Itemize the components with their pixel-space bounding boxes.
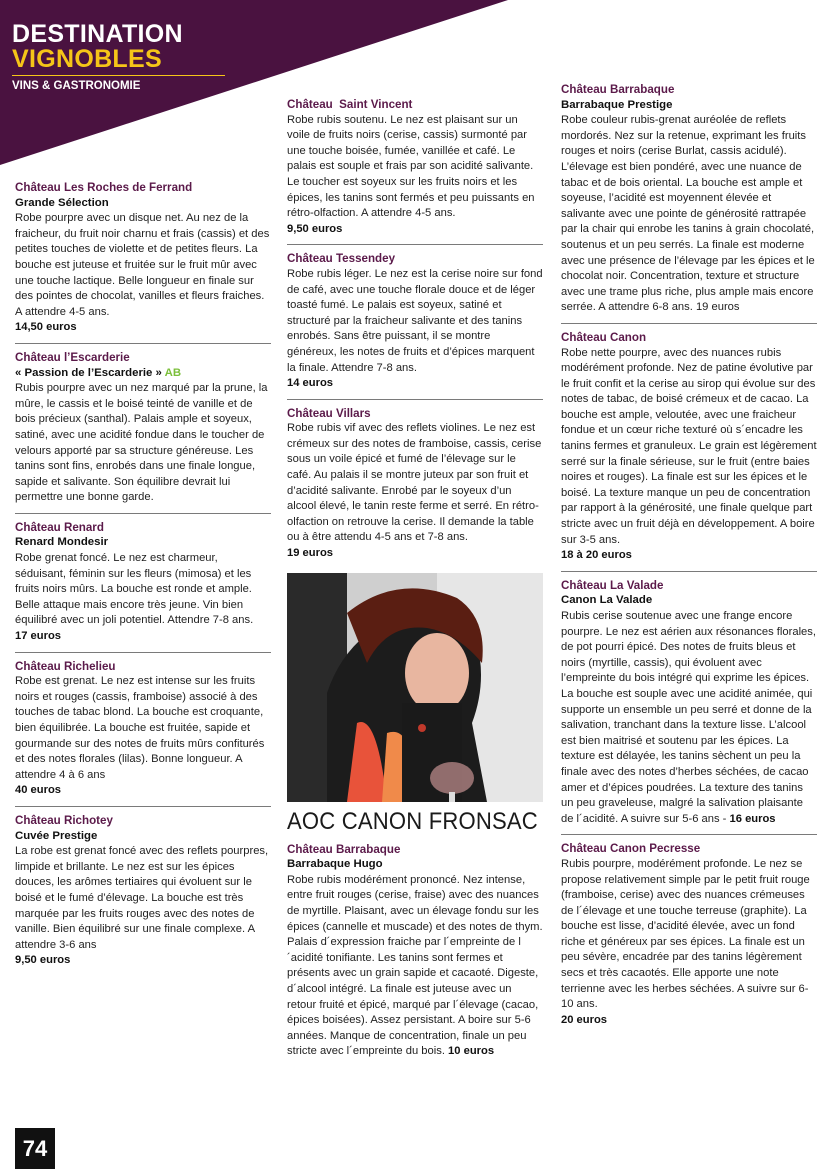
price: 14 euros xyxy=(287,377,334,390)
chateau-name: Château La Valade xyxy=(561,578,664,592)
price: 10 euros xyxy=(448,1045,495,1058)
section-title: AOC CANON FRONSAC xyxy=(287,807,538,835)
column-3 xyxy=(561,82,817,1041)
chateau-name: Château Barrabaque xyxy=(561,83,675,96)
chateau-name: Château Canon Pecresse xyxy=(561,842,701,856)
taster-photo xyxy=(287,573,543,802)
price: 9,50 euros xyxy=(287,222,343,235)
brand-rule xyxy=(12,75,225,76)
chateau-name: Château l’Escarderie xyxy=(15,350,130,364)
tasting-note: Robe grenat foncé. Le nez est charmeur, séduisant, féminin sur les fleurs (mimosa) et les fruits noirs mûrs. La bouche est ronde et ample. Belle attaque mais encore très jeune. Vin bien équilibré avec un joli potentiel. Attendre 7-8 ans. xyxy=(15,552,254,627)
tasting-note: La robe est grenat foncé avec des reflets pourpres, limpide et brillante. Le nez est sur les épices douces, les arômes tertiaires qui évoluent sur le boisé et le fumé d’élevage. La bouche est très marquée par les fruits rouges avec des notes de vanille. Bien équilibré sur une finale complexe. A attendre 3-6 ans xyxy=(15,845,269,951)
cuvee-name: Barrabaque Hugo xyxy=(287,858,383,871)
brand-logo xyxy=(12,22,225,92)
tasting-note: Robe nette pourpre, avec des nuances rubis modérément profonde. Nez de patine évolutive par le fruit confit et la cerise au sirop qui évolue sur des notes de tabac, de boisé crémeux et de cacao. La bouche est ample, veloutée, avec une fraicheur fondue et un cœur riche texturé où s´encadre les tanins fermes et granuleux. Le grain est légèrement serré sur la finale sérieuse, sur le fruit (entre baies noires et rouges). La finale est sur les épices et le boisé. La texture manque un peu de concentration par rapport à la générosité, une finale quelque part stricte avec un fruit déjà en développement. A boire sur 3-5 ans. xyxy=(561,346,817,546)
price: 16 euros xyxy=(729,812,776,825)
wine-entry xyxy=(15,350,271,514)
tasting-note: Robe est grenat. Le nez est intense sur les fruits noirs et rouges (cassis, framboise) associé à des touches de tabac blond. La bouche est croquante, bien équilibrée. La bouche est fruitée, sapide et gourmande sur des notes de fruits mûrs confiturés et des notes florales (lilas). Bonne longueur. A attendre 4 à 6 ans xyxy=(15,675,265,781)
brand-line-2: VIGNOBLES xyxy=(12,45,162,73)
tasting-note: Robe couleur rubis-grenat auréolée de reflets mordorés. Nez sur la retenue, exprimant les fruits rouges et noirs (cerise Burlat, cassis acidulé). L’élevage est bien pondéré, avec une nuance de tabac et de bois oriental. La bouche est ample et soyeuse, l’acidité est moyennent élevée et salivante avec une pointe de générosité rattrapée par la chair qui enrobe les tanins à grain chocolaté, soutenus et un peu serrés. La finale est moderne avec une présence de l’élevage par les épices et le chocolat noir. Concentration, texture et structure avec une trame plus riche, plus ample mais encore serrée. A attendre 6-8 ans. 19 euros xyxy=(561,114,815,314)
tasting-note: Robe rubis léger. Le nez est la cerise noire sur fond de café, avec une touche florale douce et de léger toasté fumé. Le palais est soyeux, satiné et structuré par la fraicheur salivante et des tanins enrobés. Sans être puissant, il se montre généreux, les notes de fruits et d’épices marquent la finale. Attendre 7-8 ans. xyxy=(287,267,543,374)
tasting-note: Robe rubis modérément prononcé. Nez intense, entre fruit rouges (cerise, fraise) avec des nuances de myrtille. Plaisant, avec un élevage fondu sur les épices (cannelle et muscade) et des notes de thym. Palais d´expression fraiche par l´empreinte de l´acidité tonifiante. Les tanins sont fermes et présents avec un grain sapide et cacaoté. Digeste, d´alcool intégré. La finale est juteuse avec un retour fruité et épicé, marqué par l´élevage (cacao, épices boisées). Assez persistant. A boire sur 5-6 années. Manque de concentration, finale un peu stricte avec l´empreinte du bois. xyxy=(287,873,543,1058)
cuvee-name: « Passion de l’Escarderie » xyxy=(15,366,162,379)
tasting-note: Robe rubis soutenu. Le nez est plaisant sur un voile de fruits noirs (cerise, cassis) surmonté par une touche boisée, fumée, vanillée et café. Le palais est souple et frais par son acidité salivante. Le toucher est soyeux sur les fruits noirs et les épices, les tanins sont fermés et peu puissants en rétro-olfaction. A attendre 4-5 ans. xyxy=(287,113,535,220)
chateau-name: Château Saint Vincent xyxy=(287,98,413,111)
tasting-note: Rubis pourpre, modérément profonde. Le nez se propose relativement simple par le petit fruit rouge (framboise, cerise) avec des nuances crémeuses de l´élevage et une touche terreuse (graphite). La bouche est lisse, d’acidité élevée, avec un fond riche et généreux par ses épices. La finale est un peu sévère, encadrée par des tanins légèrement secs et très cacaotés. Elle apporte une note terrienne avec les herbes séchées. A suivre sur 6-10 ans. xyxy=(561,857,810,1011)
wine-entry xyxy=(287,406,543,569)
tasting-note: Robe rubis vif avec des reflets violines. Le nez est crémeux sur des notes de framboise, cassis, cerise sous un voile épicé et fumé de l’élevage sur le café. Au palais il se montre juteux par son fruit et d’acidité salivante. Enrobé par le soyeux d’un alcool élevé, le tanin reste ferme et serré. En rétro-olfaction on retrouve la cerise. Il demande la table ou à être attendu 4-5 ans et 7-8 ans. xyxy=(287,422,542,544)
chateau-name: Château Les Roches de Ferrand xyxy=(15,181,193,194)
price: 17 euros xyxy=(15,630,62,643)
wine-entry xyxy=(561,82,817,324)
wine-entry xyxy=(15,659,271,807)
tasting-note: Rubis cerise soutenue avec une frange encore pourpre. Le nez est aérien aux résonances florales, de pot pourri épicé. Des notes de fruits bleus et noirs (myrtille, cassis), qui évoluent avec l’empreinte du bois intégré qui exprime les épices. La bouche est souple avec une acidité animée, qui supporte un ensemble un peu serré et donne de la salivation, tranchant dans la texture lisse. L’alcool est bien maitrisé et soutenu par les épices. La texture est délayée, les tanins sèchent un peu la finale avec des notes d’herbes séchées, de cacao amer et d’épices poudrées. La texture des tanins un peu graveleuse, malgré la salivation plaisante de l´acidité. A suivre sur 5-6 ans - xyxy=(561,610,816,825)
cuvee-name: Grande Sélection xyxy=(15,196,109,209)
tasting-note: Rubis pourpre avec un nez marqué par la prune, la mûre, le cassis et le boisé teinté de vanille et de bois précieux (santhal). Palais ample et soyeux, satiné, avec une acidité fondue dans le toucher de velours apporté par sa structure généreuse. Les tanins sont fins, enrobés dans une finale longue, sapide et salivante. Son équilibre devrait lui permettre une bonne garde. xyxy=(15,382,268,504)
chateau-name: Château Villars xyxy=(287,406,371,420)
wine-entry xyxy=(287,97,543,245)
wine-entry xyxy=(561,330,817,572)
wine-entry xyxy=(561,841,817,1035)
tasting-note: Robe pourpre avec un disque net. Au nez de la fraicheur, du fruit noir charnu et frais (cassis) et des petites touches de violette et de petites fleurs. La bouche est juteuse et fruitée sur le fruit mûr avec une touche lactique. Belle longueur en finale sur des pointes de chocolat, vanilles et fleurs fraiches. A attendre 4-5 ans. xyxy=(15,212,270,318)
wine-entry xyxy=(15,180,271,344)
chateau-name: Château Renard xyxy=(15,520,104,534)
brand-line-1: DESTINATION xyxy=(12,20,183,48)
chateau-name: Château Richotey xyxy=(15,813,113,827)
wine-entry xyxy=(287,251,543,399)
wine-entry xyxy=(561,578,817,836)
cuvee-name: Cuvée Prestige xyxy=(15,829,98,842)
column-2 xyxy=(287,97,543,1073)
page-number: 74 xyxy=(15,1128,55,1169)
cuvee-name: Renard Mondesir xyxy=(15,536,109,549)
price: 40 euros xyxy=(15,784,62,797)
chateau-name: Château Richelieu xyxy=(15,659,116,673)
cuvee-name: Barrabaque Prestige xyxy=(561,98,673,111)
price: 20 euros xyxy=(561,1013,608,1026)
brand-tagline: VINS & GASTRONOMIE xyxy=(12,80,141,92)
chateau-name: Château Canon xyxy=(561,330,647,344)
organic-label: AB xyxy=(164,366,182,379)
chateau-name: Château Tessendey xyxy=(287,252,396,266)
cuvee-name: Canon La Valade xyxy=(561,594,653,607)
wine-entry xyxy=(15,520,271,653)
column-1 xyxy=(15,180,271,982)
price: 18 à 20 euros xyxy=(561,549,632,562)
wine-entry xyxy=(287,842,543,1067)
wine-entry xyxy=(15,813,271,976)
price: 14,50 euros xyxy=(15,321,77,334)
price: 19 euros xyxy=(287,547,334,560)
price: 9,50 euros xyxy=(15,954,71,967)
chateau-name: Château Barrabaque xyxy=(287,842,401,856)
